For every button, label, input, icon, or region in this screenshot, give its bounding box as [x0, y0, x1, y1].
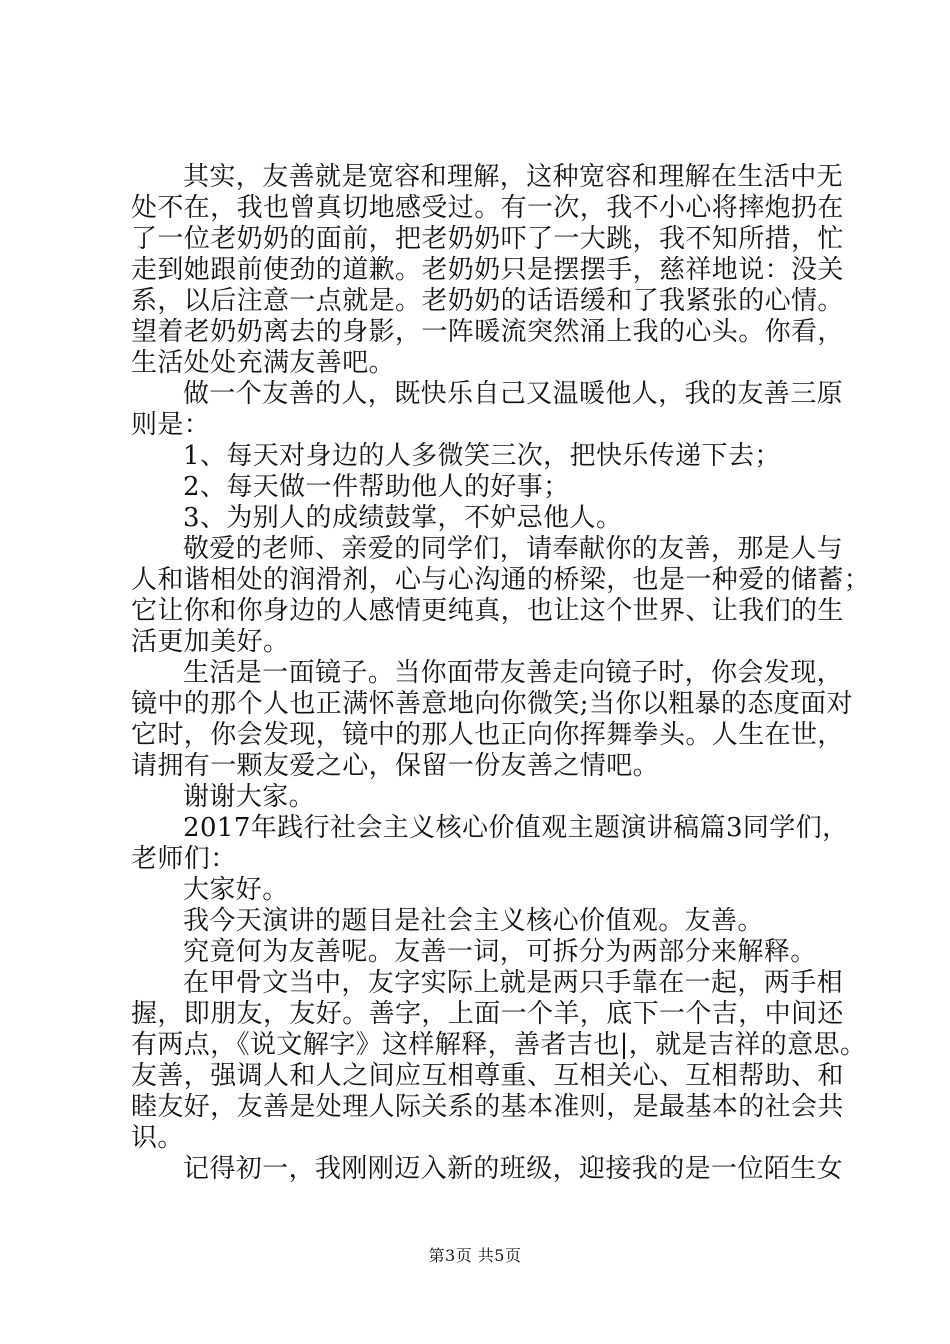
- text-line: 3、为别人的成绩鼓掌，不妒忌他人。: [183, 503, 623, 533]
- text-line: 请拥有一颗友爱之心，保留一份友善之情吧。: [131, 751, 660, 781]
- text-line: 究竟何为友善呢。友善一词，可拆分为两部分来解释。: [183, 937, 817, 967]
- text-line: 处不在，我也曾真切地感受过。有一次，我不小心将摔炮扔在: [131, 193, 844, 223]
- text-line: 谢谢大家。: [183, 782, 316, 812]
- text-line: 睦友好，友善是处理人际关系的基本准则，是最基本的社会共: [131, 1092, 844, 1122]
- text-line: 望着老奶奶离去的身影，一阵暖流突然涌上我的心头。你看，: [131, 317, 844, 347]
- text-line: 走到她跟前使劲的道歉。老奶奶只是摆摆手，慈祥地说：没关: [131, 255, 844, 285]
- text-line: 生活处处充满友善吧。: [131, 348, 396, 378]
- text-line: 大家好。: [183, 875, 289, 905]
- text-line: 其实，友善就是宽容和理解，这种宽容和理解在生活中无: [183, 162, 844, 192]
- document-body: [131, 162, 871, 1185]
- text-line: 记得初一，我刚刚迈入新的班级，迎接我的是一位陌生女: [183, 1154, 844, 1184]
- text-line: 我今天演讲的题目是社会主义核心价值观。友善。: [183, 906, 764, 936]
- text-line: 镜中的那个人也正满怀善意地向你微笑;当你以粗暴的态度面对: [131, 689, 853, 719]
- text-line: 则是：: [131, 410, 211, 440]
- text-line: 友善，强调人和人之间应互相尊重、互相关心、互相帮助、和: [131, 1061, 844, 1091]
- text-line: 识。: [131, 1123, 184, 1153]
- text-line: 1、每天对身边的人多微笑三次，把快乐传递下去；: [183, 441, 781, 471]
- text-line: 活更加美好。: [131, 627, 290, 657]
- text-line: 人和谐相处的润滑剂，心与心沟通的桥梁，也是一种爱的储蓄；: [131, 565, 871, 595]
- text-line: 它让你和你身边的人感情更纯真，也让这个世界、让我们的生: [131, 596, 844, 626]
- text-line: 做一个友善的人，既快乐自己又温暖他人，我的友善三原: [183, 379, 844, 409]
- text-line: 系，以后注意一点就是。老奶奶的话语缓和了我紧张的心情。: [131, 286, 844, 316]
- text-line: 在甲骨文当中，友字实际上就是两只手靠在一起，两手相: [183, 968, 844, 998]
- text-line: 2017年践行社会主义核心价值观主题演讲稿篇3同学们，: [183, 813, 849, 843]
- text-line: 敬爱的老师、亲爱的同学们，请奉献你的友善，那是人与: [183, 534, 844, 564]
- text-line: 2、每天做一件帮助他人的好事；: [183, 472, 570, 502]
- text-line: 有两点，《说文解字》这样解释，善者吉也|，就是吉祥的意思。: [131, 1030, 867, 1060]
- text-line: 了一位老奶奶的面前，把老奶奶吓了一大跳，我不知所措，忙: [131, 224, 844, 254]
- text-line: 生活是一面镜子。当你面带友善走向镜子时，你会发现，: [183, 658, 844, 688]
- text-line: 它时，你会发现，镜中的那人也正向你挥舞拳头。人生在世，: [131, 720, 844, 750]
- text-line: 老师们：: [131, 844, 237, 874]
- page-footer: 第3页 共5页: [428, 1246, 522, 1265]
- text-line: 握，即朋友，友好。善字，上面一个羊，底下一个吉，中间还: [131, 999, 844, 1029]
